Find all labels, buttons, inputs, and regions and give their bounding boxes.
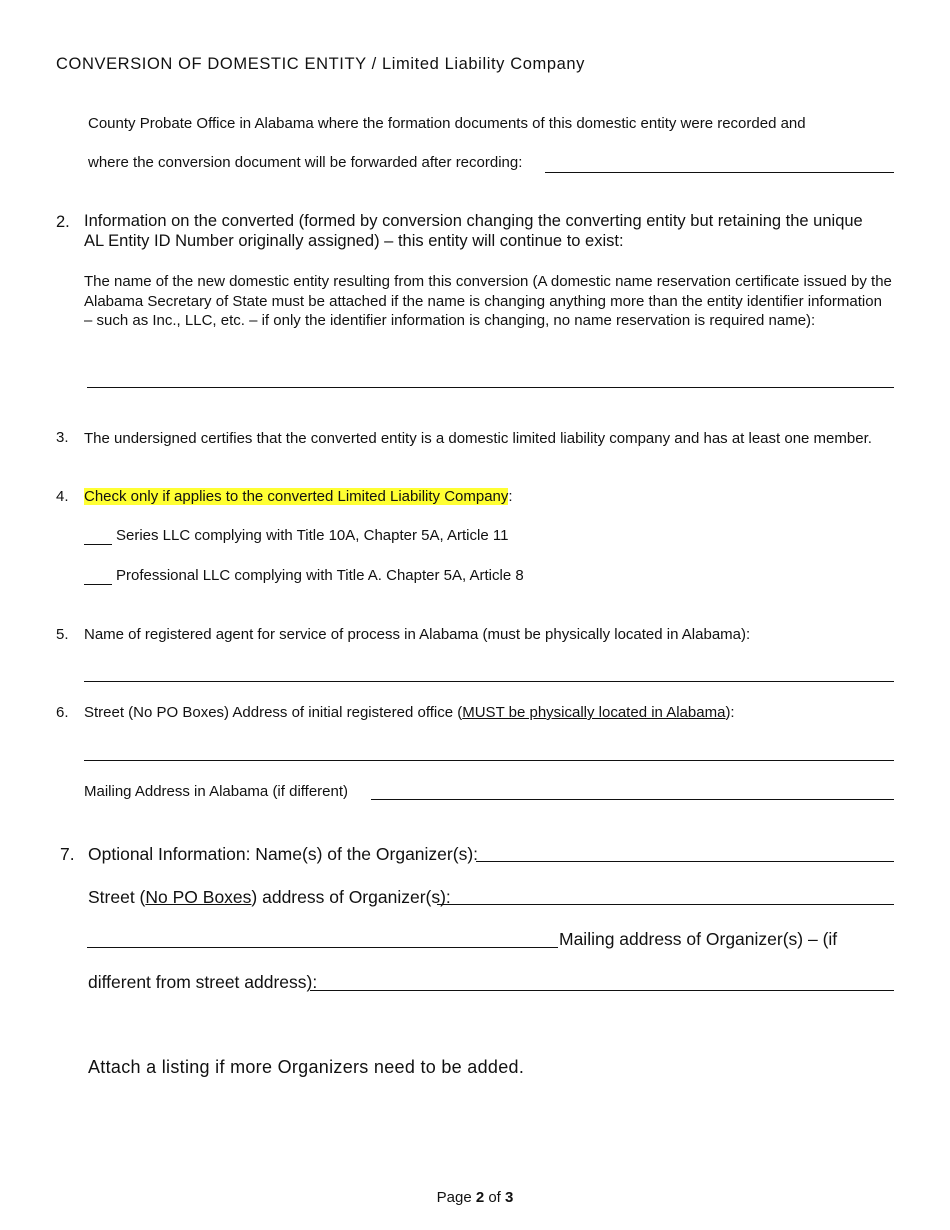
series-llc-label: Series LLC complying with Title 10A, Chapter 5A, Article 11 — [116, 527, 509, 544]
page-number — [0, 1189, 950, 1206]
page-current: 2 — [475, 1189, 485, 1206]
llc-options-highlight: Check only if applies to the converted Limited Liability Company — [84, 488, 509, 505]
attach-listing-note: Attach a listing if more Organizers need to be added. — [88, 1057, 525, 1077]
organizer-street-label-start: Street ( — [88, 887, 146, 907]
llc-options-heading — [84, 488, 513, 505]
mailing-address-label: Mailing Address in Alabama (if different) — [84, 783, 349, 800]
new-entity-name-text: The name of the new domestic entity resulting from this conversion (A domestic name reservation certificate issued by the Alabama Secretary of State must be attached if the name is changing anything more than the entity identifier information – such as Inc., LLC, etc. – if only the identifier information is changing, no name reservation is required name): — [84, 273, 892, 329]
registered-office-label-end: ): — [725, 704, 735, 721]
organizer-street-label-underlined: No PO Boxes — [145, 887, 252, 907]
series-llc-checkbox[interactable] — [84, 544, 112, 545]
probate-office-text-line1: County Probate Office in Alabama where the formation documents of this domestic entity were recorded and — [88, 115, 806, 132]
llc-options-colon: : — [508, 488, 513, 505]
organizer-names-label: Optional Information: Name(s) of the Organizer(s): — [88, 844, 479, 864]
organizer-mailing-field[interactable] — [310, 990, 894, 991]
header-title: CONVERSION OF DOMESTIC ENTITY — [56, 55, 367, 73]
registered-office-label — [84, 704, 735, 721]
registered-office-label-start: Street (No PO Boxes) Address of initial registered office ( — [84, 704, 463, 721]
page-total: 3 — [505, 1189, 514, 1206]
registered-office-label-underlined: MUST be physically located in Alabama — [462, 704, 726, 721]
organizer-street-label — [88, 887, 451, 908]
registered-office-field[interactable] — [84, 760, 894, 761]
section-2-intro-line1: Information on the converted (formed by conversion changing the converting entity but retaining the unique — [84, 212, 863, 230]
section-2-number: 2. — [56, 213, 70, 231]
page-of-label: of — [484, 1189, 506, 1206]
section-3-number: 3. — [56, 429, 69, 446]
header-subtitle: / Limited Liability Company — [366, 55, 586, 73]
registered-agent-field[interactable] — [84, 681, 894, 682]
certification-text: The undersigned certifies that the converted entity is a domestic limited liability company and has at least one member. — [84, 430, 872, 447]
organizer-mailing-label-line2: different from street address): — [88, 972, 318, 992]
page-header — [56, 55, 585, 74]
section-4-number: 4. — [56, 488, 69, 505]
professional-llc-checkbox[interactable] — [84, 584, 112, 585]
mailing-address-field[interactable] — [371, 799, 894, 800]
registered-agent-label: Name of registered agent for service of process in Alabama (must be physically located in Alabama): — [84, 626, 751, 643]
section-7-number: 7. — [60, 844, 75, 864]
section-5-number: 5. — [56, 626, 69, 643]
probate-office-field[interactable] — [545, 172, 894, 173]
section-6-number: 6. — [56, 704, 69, 721]
organizer-street-label-end: ) address of Organizer(s): — [251, 887, 451, 907]
probate-office-text-line2: where the conversion document will be forwarded after recording: — [88, 154, 523, 171]
organizer-street-field[interactable] — [437, 904, 894, 905]
section-2-intro-line2: AL Entity ID Number originally assigned) – this entity will continue to exist: — [84, 232, 624, 250]
professional-llc-label: Professional LLC complying with Title A. Chapter 5A, Article 8 — [116, 567, 524, 584]
page-label: Page — [436, 1189, 476, 1206]
organizer-names-field[interactable] — [476, 861, 894, 862]
new-entity-name-field[interactable] — [87, 387, 894, 388]
organizer-mailing-label-line1: Mailing address of Organizer(s) – (if — [559, 929, 838, 949]
organizer-street-field-continued[interactable] — [87, 947, 558, 948]
